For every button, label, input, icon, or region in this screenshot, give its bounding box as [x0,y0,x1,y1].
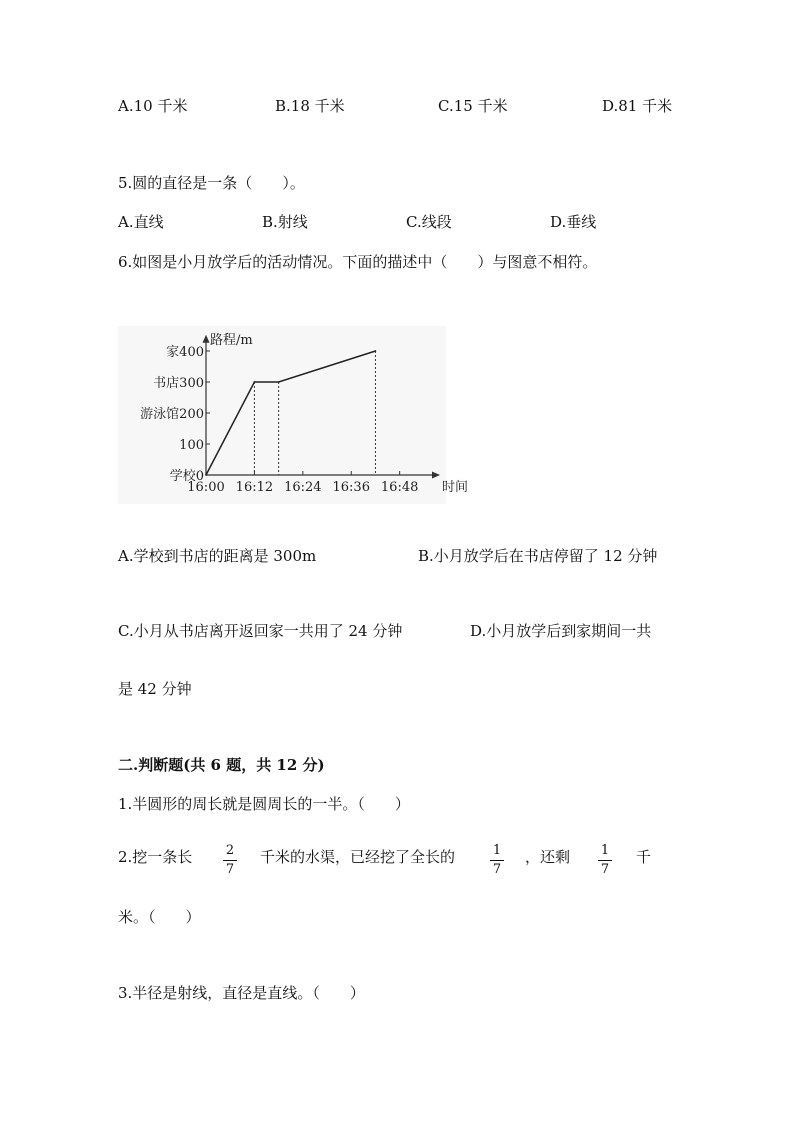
judge-q2-part2: 千米的水渠，已经挖了全长的 [260,848,456,866]
judge-q2-part4: 千 [636,848,652,866]
q6-option-c: C.小月从书店离开返回家一共用了 24 分钟 [118,622,403,640]
q5-option-c: C.线段 [406,213,452,231]
x-tick-label: 16:00 [187,480,225,495]
q4-option-d: D.81 千米 [602,97,673,115]
data-point [278,381,280,383]
q6-question: 6.如图是小月放学后的活动情况。下面的描述中（ ）与图意不相符。 [118,253,598,271]
y-tick-label: 游泳馆200 [140,407,204,422]
fraction-denominator: 7 [600,862,610,877]
data-point [375,350,377,352]
q5-option-a: A.直线 [118,213,164,231]
q4-option-c: C.15 千米 [438,97,508,115]
judge-q2-part3: ，还剩 [525,848,571,866]
y-axis-title: 路程/m [210,332,253,348]
x-axis-title: 时间 [442,480,469,495]
y-tick-label: 家400 [166,345,204,360]
fraction-denominator: 7 [492,862,502,877]
q5-option-d: D.垂线 [550,213,597,231]
distance-time-chart [118,326,469,504]
y-tick-label: 书店300 [153,376,204,391]
q5-option-b: B.射线 [262,213,308,231]
x-tick-label: 16:24 [284,480,322,495]
q6-option-a: A.学校到书店的距离是 300m [118,547,317,565]
judge-q2-part1: 2.挖一条长 [118,848,193,866]
q4-option-a: A.10 千米 [118,97,188,115]
section-title: 二.判断题(共 6 题，共 12 分) [118,756,325,774]
chart-svg [118,326,469,504]
judge-q1: 1.半圆形的周长就是圆周长的一半。（ ） [118,795,410,813]
q6-option-b: B.小月放学后在书店停留了 12 分钟 [418,547,658,565]
fraction-2-7 [223,843,237,878]
distance-line [206,351,375,475]
judge-q3: 3.半径是射线，直径是直线。（ ） [118,984,365,1002]
y-tick-label: 100 [179,438,204,453]
fraction-denominator: 7 [225,862,235,877]
fraction-1-7-a [490,843,504,878]
y-tick-label: 学校0 [169,469,204,484]
q4-option-b: B.18 千米 [275,97,345,115]
fraction-numerator: 1 [600,843,610,858]
x-axis-arrow [432,472,440,479]
x-tick-label: 16:48 [380,480,419,495]
y-axis-arrow [203,335,210,343]
q5-question: 5.圆的直径是一条（ ）。 [118,174,305,192]
x-tick-label: 16:12 [235,480,274,495]
q6-option-d-cont: 是 42 分钟 [118,680,192,698]
data-point [254,381,256,383]
fraction-numerator: 1 [492,843,502,858]
fraction-numerator: 2 [225,843,235,858]
judge-q2-line2: 米。（ ） [118,908,201,926]
x-tick-label: 16:36 [332,480,370,495]
fraction-1-7-b [598,843,612,878]
q6-option-d: D.小月放学后到家期间一共 [470,622,652,640]
data-point [205,474,207,476]
